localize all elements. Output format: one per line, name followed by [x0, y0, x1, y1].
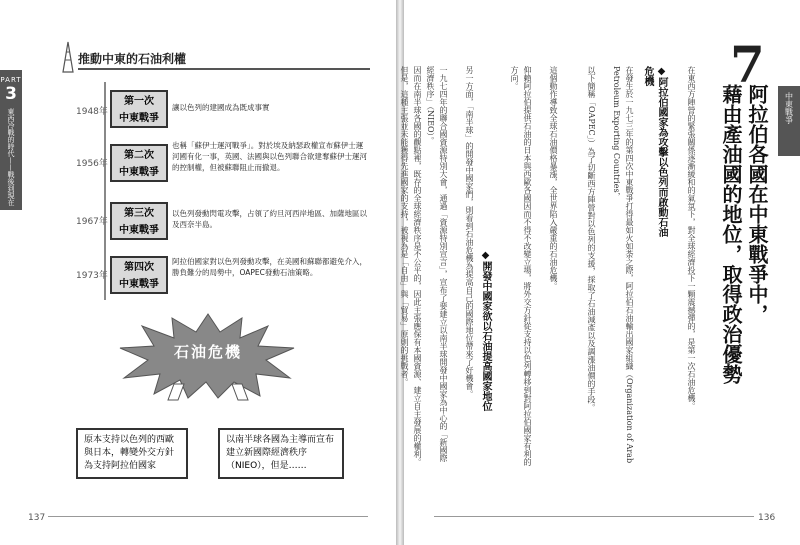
body-text: 以下簡稱「OAPEC」）為了切斷西方陣營對以色列的支援，採取了石油減產以及調漲油價的手段。	[587, 66, 596, 412]
timeline-year: 1973年	[76, 271, 108, 281]
section-divider	[78, 68, 370, 70]
war-label: 中東戰爭	[119, 113, 159, 124]
section-title: 推動中東的石油利權	[78, 52, 187, 66]
left-page	[0, 0, 396, 545]
war-label: 中東戰爭	[119, 225, 159, 236]
page-number-left: 137	[28, 513, 46, 523]
chapter-tab-label: 中東戰爭	[784, 92, 794, 124]
oil-crisis-label: 石油危機	[173, 343, 242, 361]
body-text: 在東西方陣營的緊張關係逐漸緩和的氣氛下，對全球經濟投下一顆震撼彈的，是第一次石油危機。	[687, 66, 696, 410]
chapter-tab	[778, 86, 800, 156]
war-box-4	[110, 256, 168, 294]
footer-line	[48, 516, 368, 517]
war-label: 第二次	[124, 150, 154, 161]
war-description: 阿拉伯國家對以色列發動攻擊，在美國和蘇聯都避免介入，勝負難分的局勢中，OAPEC發動石油策略。	[172, 257, 367, 277]
body-text: 仰賴阿拉伯提供石油的日本與西歐各國因而不得不改變立場，將外交方針從支持以色列轉移到對阿拉伯國家有利的方向。	[510, 66, 532, 466]
part-text: 東西冷戰的時代——戰後到現在	[7, 108, 15, 206]
war-description: 以色列發動閃電攻擊，占領了約旦河西岸地區、加薩地區以及西奈半島。	[172, 209, 367, 229]
war-box-1	[110, 90, 168, 128]
part-label: PART	[0, 76, 22, 84]
timeline-year: 1948年	[76, 107, 108, 117]
right-page	[400, 0, 800, 545]
body-text: 一九七四年的聯合國資源特別大會，通過「資源特別宣言」，宣布了要建立以南半球開發中國家為中心的「新國際經濟秩序」（NIEO）。	[426, 66, 448, 462]
timeline-year: 1967年	[76, 217, 108, 227]
war-label: 第四次	[124, 262, 154, 273]
war-label: 第一次	[124, 96, 154, 107]
part-tab	[0, 70, 22, 210]
body-text: 在發生於一九七三年的第四次中東戰爭打得最如火如荼之際，阿拉伯石油輸出國家組織（Organization of Arab Petroleum Exporting Countries，	[612, 66, 634, 464]
war-box-2	[110, 144, 168, 182]
effect-box-right: 以南半球各國為主導而宣布建立新國際經濟秩序（NIEO），但是……	[218, 428, 344, 479]
section-heading-1: ◆阿拉伯國家為攻擊以色列而啟動石油危機	[642, 66, 667, 237]
war-description: 也稱「蘇伊士運河戰爭」。對於埃及納瑟政權宣布蘇伊士運河國有化一事，英國、法國與以色列聯合欲建奪蘇伊士運河的控制權，但被蘇聯阻止而撤退。	[172, 141, 367, 172]
effect-box-left: 原本支持以色列的西歐與日本，轉變外交方針為支持阿拉伯國家	[76, 428, 188, 479]
timeline-year: 1956年	[76, 159, 108, 169]
body-text: 這個動作導致全球石油價格暴漲，全世界陷入嚴重的石油危機。	[549, 66, 558, 290]
body-text: 因而在南半球各國的觀點裡，既存的全球經濟秩序是不公平的，因此主張應保有本國資源、建立自主發展的權利。但是，這種主張並未能獲得先進國家的支持，被視為是「自由」與「貿易」原則的挑戰者。	[400, 66, 422, 466]
oil-derrick-icon	[62, 42, 74, 72]
war-box-3	[110, 202, 168, 240]
chapter-title-line1: 阿拉伯各國在中東戰爭中，	[745, 84, 769, 324]
war-label: 第三次	[124, 208, 154, 219]
body-text: 另一方面，「南半球」的開發中國家們，則看到石油危機為提高自己的國際地位帶來了好機會。	[465, 66, 474, 398]
war-description: 讓以色列的建國成為既成事實	[172, 103, 270, 112]
footer-line	[434, 516, 754, 517]
chapter-number: 7	[730, 35, 765, 94]
page-number-right: 136	[758, 513, 776, 523]
section-heading-2: ◆開發中國家欲以石油提高國家地位	[480, 250, 491, 411]
chapter-title-line2: 藉由產油國的地位，取得政治優勢	[719, 84, 743, 384]
war-label: 中東戰爭	[119, 167, 159, 178]
part-number: 3	[5, 84, 17, 104]
war-label: 中東戰爭	[119, 279, 159, 290]
